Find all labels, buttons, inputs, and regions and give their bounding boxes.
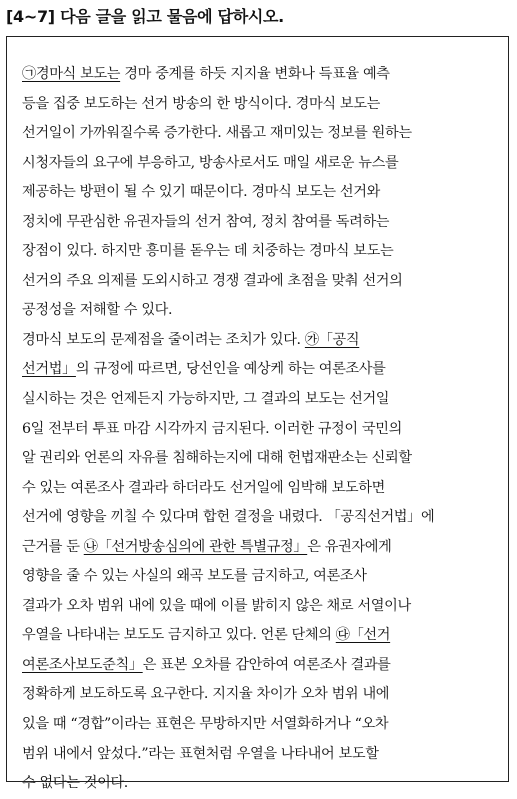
- passage-segment: 등을 집중 보도하는 선거 방송의 한 방식이다. 경마식 보도는: [22, 95, 380, 112]
- passage-line: [22, 326, 502, 356]
- passage-line: [22, 237, 502, 267]
- passage-segment: 영향을 줄 수 있는 사실의 왜곡 보도를 금지하고, 여론조사: [22, 568, 367, 585]
- passage-line: [22, 651, 502, 681]
- underlined-term: ㉠경마식 보도는: [22, 66, 121, 82]
- passage-segment: 선거에 영향을 끼칠 수 있다며 합헌 결정을 내렸다. 「공직선거법」에: [22, 509, 435, 526]
- passage-line: [22, 444, 502, 474]
- passage-segment: 정확하게 보도하도록 요구한다. 지지율 차이가 오차 범위 내에: [22, 686, 390, 703]
- underlined-term: ㉯「선거방송심의에 관한 특별규정」: [83, 538, 308, 555]
- passage-line: [22, 710, 502, 740]
- passage-segment: 정치에 무관심한 유권자들의 선거 참여, 정치 참여를 독려하는: [22, 213, 390, 230]
- passage-line: [22, 740, 502, 770]
- passage-line: [22, 680, 502, 710]
- passage-segment: 시청자들의 요구에 부응하고, 방송사로서도 매일 새로운 뉴스를: [22, 154, 399, 171]
- passage-segment: 경마식 보도의 문제점을 줄이려는 조치가 있다.: [22, 331, 305, 348]
- passage-line: [22, 533, 502, 563]
- passage-segment: 장점이 있다. 하지만 흥미를 돋우는 데 치중하는 경마식 보도는: [22, 243, 394, 260]
- passage-segment: 결과가 오차 범위 내에 있을 때에 이를 밝히지 않은 채로 서열이나: [22, 597, 411, 614]
- passage-line: [22, 178, 502, 208]
- passage-segment: 범위 내에서 앞섰다.”라는 표현처럼 우열을 나타내어 보도할: [22, 745, 379, 762]
- passage-line: [22, 90, 502, 120]
- passage-segment: 은 유권자에게: [307, 538, 392, 555]
- passage-segment: 알 권리와 언론의 자유를 침해하는지에 대해 헌법재판소는 신뢰할: [22, 450, 412, 467]
- passage-segment: 실시하는 것은 언제든지 가능하지만, 그 결과의 보도는 선거일: [22, 391, 390, 408]
- passage-segment: 은 표본 오차를 감안하여 여론조사 결과를: [142, 656, 391, 673]
- passage-line: [22, 562, 502, 592]
- passage-line: [22, 592, 502, 622]
- passage-segment: 6일 전부터 투표 마감 시각까지 금지된다. 이러한 규정이 국민의: [22, 420, 402, 437]
- underlined-term: 선거법」: [22, 361, 76, 378]
- passage-line: [22, 267, 502, 297]
- passage-line: [22, 503, 502, 533]
- passage-line: [22, 621, 502, 651]
- passage-segment: 근거를 둔: [22, 538, 84, 555]
- underlined-term: 여론조사보도준칙」: [22, 656, 143, 673]
- underlined-term: ㉰「선거: [335, 627, 391, 644]
- passage-segment: 수 없다는 것이다.: [22, 775, 128, 792]
- passage-segment: 공정성을 저해할 수 있다.: [22, 302, 173, 319]
- passage-line: [22, 415, 502, 445]
- passage-segment: 제공하는 방편이 될 수 있기 때문이다. 경마식 보도는 선거와: [22, 184, 380, 201]
- passage-segment: 선거의 주요 의제를 도외시하고 경쟁 결과에 초점을 맞춰 선거의: [22, 272, 403, 289]
- passage-line: [22, 355, 502, 385]
- passage-segment: 경마 중계를 하듯 지지율 변화나 득표율 예측: [120, 66, 390, 82]
- passage-segment: 우열을 나타내는 보도도 금지하고 있다. 언론 단체의: [22, 627, 336, 644]
- passage-line: [22, 385, 502, 415]
- passage-line: [22, 60, 502, 90]
- passage-line: [22, 149, 502, 179]
- passage-line: [22, 296, 502, 326]
- underlined-term: ㉮「공직: [304, 331, 360, 348]
- passage-segment: 수 있는 여론조사 결과라 하더라도 선거일에 임박해 보도하면: [22, 479, 385, 496]
- passage-text: [22, 60, 502, 799]
- passage-segment: 선거일이 가까워질수록 증가한다. 새롭고 재미있는 정보를 원하는: [22, 125, 412, 142]
- passage-line: [22, 769, 502, 799]
- passage-line: [22, 208, 502, 238]
- passage-segment: 의 규정에 따르면, 당선인을 예상케 하는 여론조사를: [75, 361, 386, 378]
- question-header: [4~7] 다음 글을 읽고 물음에 답하시오.: [6, 7, 284, 26]
- passage-line: [22, 119, 502, 149]
- passage-segment: 있을 때 “경합”이라는 표현은 무방하지만 서열화하거나 “오차: [22, 716, 389, 733]
- passage-line: [22, 474, 502, 504]
